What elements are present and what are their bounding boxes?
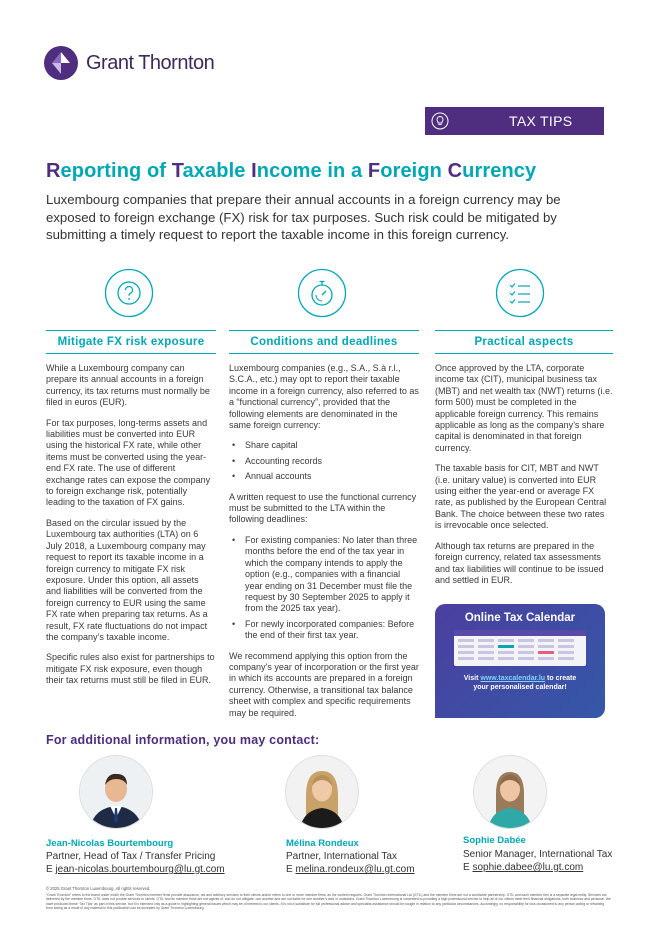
- paragraph: Luxembourg companies (e.g., S.A., S.à r.l., S.C.A., etc.) may opt to report their taxable income in a foreign currency, also referred to as a “functional currency”, provided that the following elements are denominated in the same foreign currency:: [229, 363, 419, 431]
- calendar-preview-icon: [454, 630, 586, 666]
- banner-label: TAX TIPS: [509, 113, 573, 129]
- list-item: • For existing companies: No later than three months before the end of the tax year in which the company intends to apply the option (e.g., companies with a financial year ending on 31 December must file the request by 30 September 2025 to apply it from the 2025 tax year).: [229, 535, 419, 615]
- paragraph: Once approved by the LTA, corporate income tax (CIT), municipal business tax (MBT) and net wealth tax (NWT) returns (i.e. form 500) must be completed in the applicable foreign currency. This remains applicable as long as the company’s share capital is denominated in that foreign currency.: [435, 363, 613, 453]
- column-body: [46, 363, 216, 687]
- contact-email[interactable]: E sophie.dabee@lu.gt.com: [463, 862, 584, 873]
- avatar: [286, 756, 358, 828]
- disclaimer: “Grant Thornton” refers to the brand under which the Grant Thornton member firms provide assurance, tax and advisory services to their clients and/or refers to one or more member firms, as the context requires. Grant Thornton International Ltd (GTIL) and the member firms are not a worldwide partnership. GTIL and each member firm is a separate legal entity. Services are delivered by the member firms. GTIL does not provide services to clients. GTIL and its member firms are not agents of, and do not obligate, one another and are not liable for one another’s acts or omissions. Grant Thornton Luxembourg is committed to providing a high professional service to help all of our clients meet their financial obligations, both business and personal. We have produced these “Tax Tips” as part of this service, but it is intended only as a guide in highlighting general issues which may be of interest to our clients. It is not a substitute for full professional advice and specialist assistance should be sought in relation to any particular circumstances. Accordingly, no responsibility for loss occasioned to any person acting or refraining from acting as a result of any material in this publication can be accepted by Grant Thornton Luxembourg.: [46, 892, 611, 911]
- paragraph: The taxable basis for CIT, MBT and NWT (i.e. unitary value) is converted into EUR using either the year-end or average FX rate, as published by the European Central Bank. The choice between these two rates is irrevocable once selected.: [435, 463, 607, 531]
- contact-role: Partner, International Tax: [286, 851, 397, 862]
- intro-paragraph: Luxembourg companies that prepare their annual accounts in a foreign currency may be exposed to foreign exchange (FX) risk for tax purposes. Such risk could be mitigated by submitting a timely request to report the taxable income in this foreign currency.: [46, 192, 561, 242]
- contact-name: Jean-Nicolas Bourtembourg: [46, 838, 174, 849]
- tax-tips-banner: [425, 107, 604, 135]
- brand-name: Grant Thornton: [86, 51, 215, 74]
- column-heading: Conditions and deadlines: [229, 330, 419, 354]
- paragraph: A written request to use the functional currency must be submitted to the LTA within the following deadlines:: [229, 491, 417, 525]
- paragraph: For tax purposes, long-terms assets and liabilities must be converted into EUR using the historical FX rate, while other items must be converted using the year-end FX rate. The use of different exchange rates can expose the company to foreign exchange risk, potentially leading to the taxation of FX gains.: [46, 417, 211, 508]
- brand-logo: [44, 46, 214, 80]
- grant-thornton-logo-icon: [44, 46, 78, 80]
- calendar-link[interactable]: www.taxcalendar.lu: [480, 675, 546, 682]
- contact-email[interactable]: E melina.rondeux@lu.gt.com: [286, 864, 415, 875]
- deadlines-list: [229, 535, 419, 642]
- contact-name: Sophie Dabée: [463, 835, 526, 846]
- paragraph: Specific rules also exist for partnerships to mitigate FX risk exposure, even though their tax returns must still be filed in EUR.: [46, 652, 215, 686]
- avatar: [80, 756, 152, 828]
- contact-name: Mélina Rondeux: [286, 838, 359, 849]
- contact-role: Senior Manager, International Tax: [463, 849, 613, 860]
- paragraph: Although tax returns are prepared in the foreign currency, related tax assessments and tax liabilities will continue to be issued and settled in EUR.: [435, 540, 604, 585]
- paragraph: We recommend applying this option from the company’s year of incorporation or the first year in which its accounts are prepared in a foreign currency. Otherwise, a transitional tax balance sheet with complex and specific requirements may be required.: [229, 650, 419, 718]
- contacts-heading: For additional information, you may contact:: [46, 733, 320, 747]
- column-conditions-deadlines: [229, 330, 419, 728]
- paragraph: Based on the circular issued by the Luxembourg tax authorities (LTA) on 6 July 2018, a Luxembourg company may request to report its taxable income in a foreign currency to mitigate FX risk exposure. Under this option, all assets and liabilities will be converted from the foreign currency to EUR using the same FX rate when preparing tax returns. As a result, FX rate fluctuations do not impact the company’s taxable income.: [46, 517, 208, 642]
- list-item: • For newly incorporated companies: Before the end of their first tax year.: [229, 619, 419, 642]
- column-practical-aspects: [435, 330, 613, 595]
- list-item: • Annual accounts: [229, 471, 419, 482]
- column-heading: Mitigate FX risk exposure: [46, 330, 216, 354]
- column-body: [229, 363, 419, 719]
- column-body: [435, 363, 613, 586]
- question-mark-icon: [104, 268, 154, 318]
- checklist-icon: [495, 268, 545, 318]
- lightbulb-icon: [425, 107, 455, 135]
- stopwatch-icon: [297, 268, 347, 318]
- avatar: [474, 756, 546, 828]
- online-tax-calendar-card[interactable]: [435, 604, 605, 718]
- column-mitigate-fx: [46, 330, 216, 696]
- contact-role: Partner, Head of Tax / Transfer Pricing: [46, 851, 216, 862]
- column-heading: Practical aspects: [435, 330, 613, 354]
- calendar-text: Visit www.taxcalendar.lu to create your personalised calendar!: [463, 675, 577, 691]
- paragraph: While a Luxembourg company can prepare its annual accounts in a foreign currency, its tax returns must normally be filed in euros (EUR).: [46, 363, 210, 408]
- list-item: • Share capital: [229, 440, 419, 451]
- contact-email[interactable]: E jean-nicolas.bourtembourg@lu.gt.com: [46, 864, 225, 875]
- list-item: • Accounting records: [229, 456, 419, 467]
- copyright: © 2025 Grant Thornton Luxembourg. All rights reserved.: [46, 886, 151, 891]
- footer: [46, 887, 611, 911]
- page-title: Reporting of Taxable Income in a Foreign Currency: [46, 160, 537, 182]
- required-elements-list: [229, 440, 419, 482]
- calendar-title: Online Tax Calendar: [464, 612, 576, 624]
